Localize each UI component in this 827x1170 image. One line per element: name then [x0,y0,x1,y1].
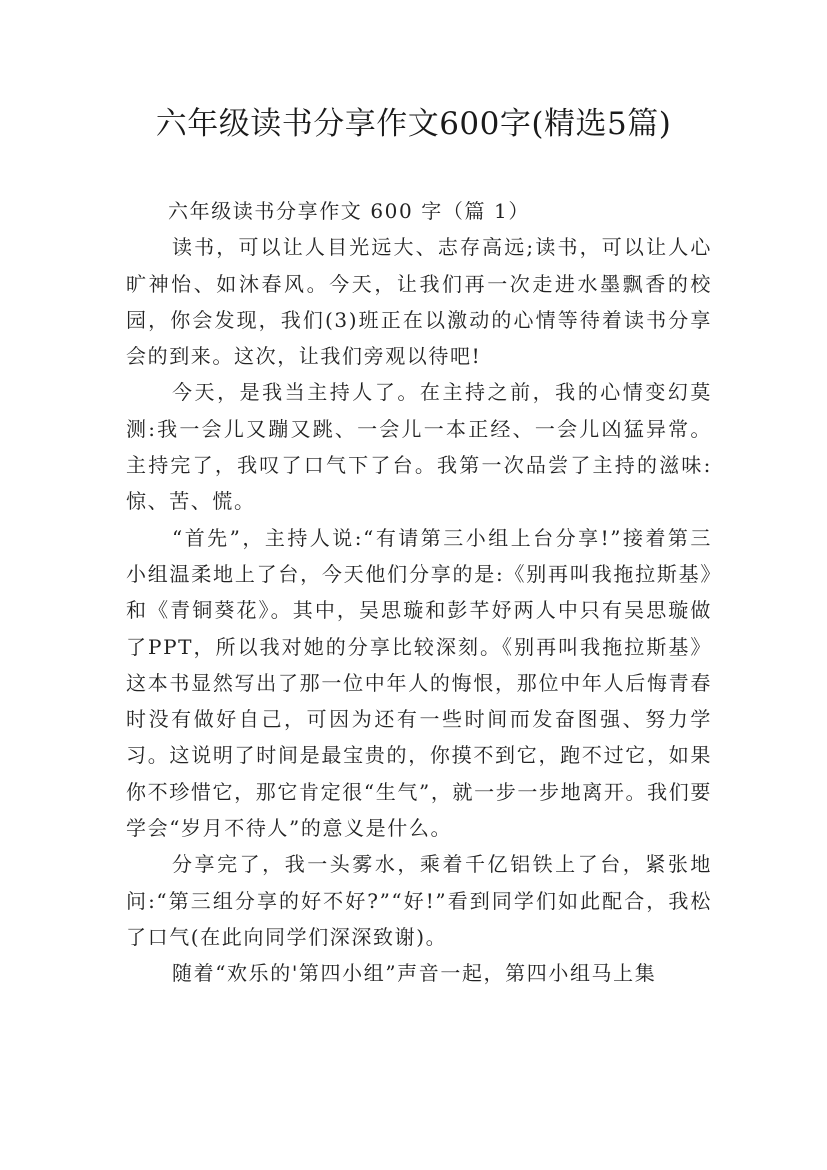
document-title: 六年级读书分享作文600字(精选5篇) [155,106,672,142]
document-body [126,193,712,992]
paragraph: 读书，可以让人目光远大、志存高远;读书，可以让人心旷神怡、如沐春风。今天，让我们再一次走进水墨飘香的校园，你会发现，我们(3)班正在以激动的心情等待着读书分享会的到来。这次，让我们旁观以待吧! [126,235,712,369]
paragraph: 随着“欢乐的'第四小组”声音一起，第四小组马上集 [172,961,657,986]
paragraph: “首先”，主持人说:“有请第三小组上台分享!”接着第三小组温柔地上了台，今天他们分享的是:《别再叫我拖拉斯基》和《青铜葵花》。其中，吴思璇和彭芊妤两人中只有吴思璇做了PPT，所以我对她的分享比较深刻。《别再叫我拖拉斯基》这本书显然写出了那一位中年人的悔恨，那位中年人后悔青春时没有做好自己，可因为还有一些时间而发奋图强、努力学习。这说明了时间是最宝贵的，你摸不到它，跑不过它，如果你不珍惜它，那它肯定很“生气”，就一步一步地离开。我们要学会“岁月不待人”的意义是什么。 [126,525,712,841]
section-heading: 六年级读书分享作文 600 字（篇 1） [168,199,530,223]
paragraph: 今天，是我当主持人了。在主持之前，我的心情变幻莫测:我一会儿又蹦又跳、一会儿一本正经、一会儿凶猛异常。主持完了，我叹了口气下了台。我第一次品尝了主持的滋味:惊、苦、慌。 [126,380,712,514]
paragraph: 分享完了，我一头雾水，乘着千亿铝铁上了台，紧张地问:“第三组分享的好不好?”“好!”看到同学们如此配合，我松了口气(在此向同学们深深致谢)。 [126,852,712,949]
